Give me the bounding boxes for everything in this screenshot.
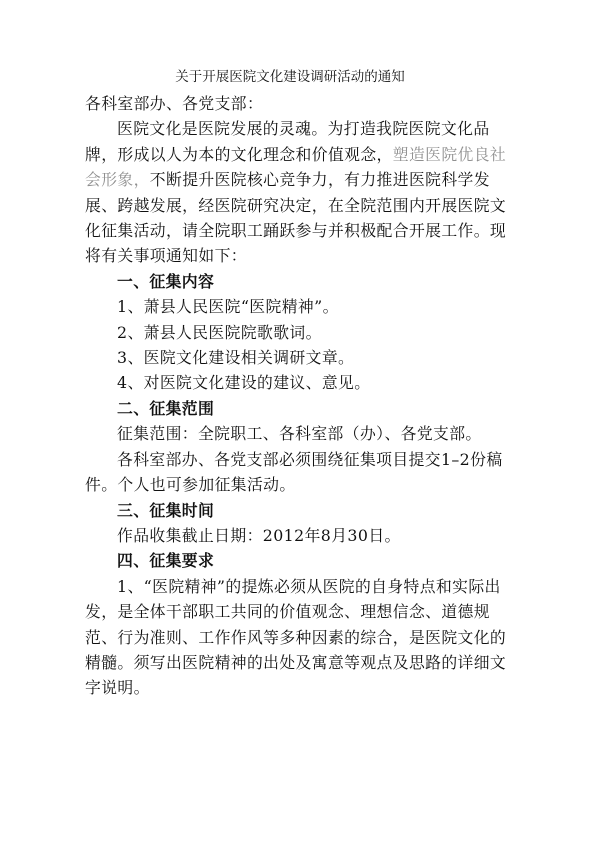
time-paragraph: 作品收集截止日期：2012年8月30日。: [117, 525, 401, 545]
requirements-paragraph-1: 1、“医院精神”的提炼必须从医院的自身特点和实际出发，是全体干部职工共同的价值观念、理想信念、道德规范、行为准则、工作作风等多种因素的综合，是医院文化的精髓。须写出医院精神的出处及寓意等观点及思路的详细文字说明。: [85, 576, 507, 698]
salutation: 各科室部办、各党支部：: [85, 94, 264, 113]
content-item-2: 2、萧县人民医院院歌歌词。: [117, 322, 322, 342]
section-heading-content: 一、征集内容: [117, 271, 215, 291]
content-item-1: 1、萧县人民医院“医院精神”。: [117, 297, 339, 317]
section-heading-scope: 二、征集范围: [117, 398, 215, 418]
intro-paragraph: [85, 116, 517, 268]
document-title: 关于开展医院文化建设调研活动的通知: [175, 69, 405, 85]
document-body: [85, 91, 517, 701]
intro-text-highlight: 塑造医院优良社会形象，: [85, 144, 507, 190]
scope-paragraph-2: 各科室部办、各党支部必须围绕征集项目提交1–2份稿件。个人也可参加征集活动。: [85, 449, 503, 495]
content-item-4: 4、对医院文化建设的建议、意见。: [117, 373, 371, 393]
section-heading-requirements: 四、征集要求: [117, 551, 215, 571]
section-heading-time: 三、征集时间: [117, 500, 215, 520]
intro-text-after: 不断提升医院核心竞争力，有力推进医院科学发展、跨越发展，经医院研究决定，在全院范围内开展医院文化征集活动，请全院职工踊跃参与并积极配合开展工作。现将有关事项通知如下：: [85, 170, 507, 266]
scope-paragraph-1: 征集范围：全院职工、各科室部（办）、各党支部。: [117, 424, 482, 444]
intro-text-before: 医院文化是医院发展的灵魂。为打造我院医院文化品牌，形成以人为本的文化理念和价值观念，: [85, 119, 490, 164]
content-item-3: 3、医院文化建设相关调研文章。: [117, 348, 355, 368]
